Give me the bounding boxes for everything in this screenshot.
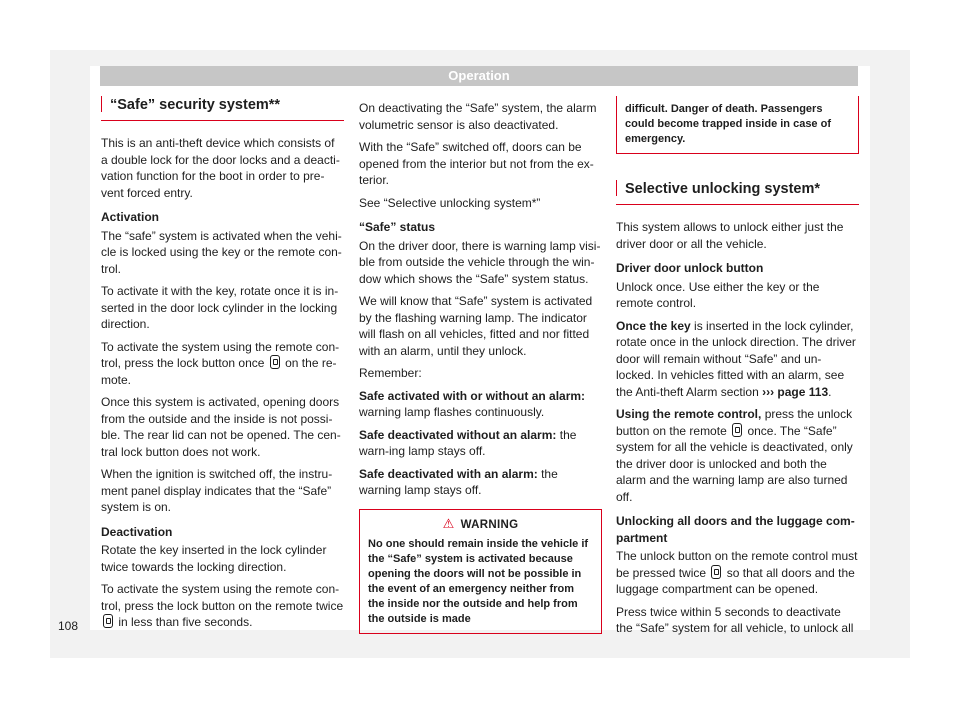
warning-continuation: difficult. Danger of death. Passengers could become trapped inside in case of emergency. <box>616 96 859 154</box>
chapter-header: Operation <box>100 66 858 86</box>
warning-title <box>360 510 601 538</box>
paragraph <box>359 427 602 460</box>
text: the warning lamp stays off. <box>359 466 558 497</box>
text: To activate the system using the remote con-trol, press the lock button once <box>101 339 340 370</box>
bold-text: Using the remote control, <box>616 407 762 421</box>
section-heading-safe <box>101 96 344 121</box>
column-1 <box>101 96 344 637</box>
intro-paragraph: This is an anti-theft device which consists of a double lock for the door locks and a deacti-vation function for the boot in order to pre-vent forced entry. <box>101 136 340 200</box>
paragraph: Once the key is inserted in the lock cylinder, rotate once in the unlock direction. The driver door will remain without “Safe” and un-locked. In vehicles fitted with an alarm, see the Anti-theft Alarm section ››› page 113. <box>616 318 856 399</box>
heading-text: Selective unlocking system* <box>625 181 821 197</box>
intro-paragraph: This system allows to unlock either just the driver door or all the vehicle. <box>616 220 844 251</box>
text: warning lamp flashes continuously. <box>359 405 545 419</box>
warning-text: No one should remain inside the vehicle if the “Safe” system is activated because opening the doors will not be possible in the event of an emergency neither from the inside nor the outside and help from the outside is made <box>368 538 589 625</box>
text: on the re-mote. <box>101 356 337 387</box>
paragraph: On deactivating the “Safe” system, the alarm volumetric sensor is also deactivated. <box>359 101 597 132</box>
text: in less than five seconds. <box>118 615 253 629</box>
paragraph: Remember: <box>359 366 422 380</box>
bold-text: Safe deactivated without an alarm: <box>359 427 557 442</box>
paragraph: On the driver door, there is warning lamp visi-ble from outside the vehicle through the win-dow which shows the “Safe” system status. <box>359 238 601 286</box>
bold-text: Once the key <box>616 318 691 333</box>
paragraph: With the “Safe” switched off, doors can be opened from the interior but not from the ex-terior. <box>359 140 594 187</box>
activation-subheading: Activation <box>101 210 160 224</box>
paragraph <box>101 581 344 631</box>
column-3 <box>616 96 859 643</box>
paragraph: Once this system is activated, opening doors from the outside and the inside is not possi-ble. The rear lid can not be opened. The cen-tral lock button does not work. <box>101 395 341 459</box>
deactivation-subheading: Deactivation <box>101 524 173 539</box>
text: once. The “Safe” system for all the vehicle is deactivated, only the driver door is unlocked and both the alarm and the warning lamp are also turned off. <box>616 423 853 504</box>
page-number: 108 <box>58 619 79 633</box>
paragraph: To activate it with the key, rotate once it is in-serted in the door lock cylinder in the locking direction. <box>101 284 339 331</box>
paragraph: Press twice within 5 seconds to deactivate the “Safe” system for all vehicle, to unlock all <box>616 604 854 635</box>
lock-key-icon <box>103 614 113 628</box>
text: To activate the system using the remote con-trol, press the lock button on the remote twice <box>101 582 344 613</box>
text: the warn-ing lamp stays off. <box>359 427 577 458</box>
paragraph <box>616 406 859 505</box>
section-heading-selective <box>616 180 859 205</box>
lock-key-icon <box>270 355 280 369</box>
paragraph: When the ignition is switched off, the instru-ment panel display indicates that the “Safe” system is on. <box>101 467 333 514</box>
warning-triangle-icon: ⚠ <box>442 515 455 531</box>
paragraph <box>359 466 602 499</box>
text: is inserted in the lock cylinder, rotate once in the unlock direction. The driver door will remain without “Safe” and un-locked. In vehicles fitted with an alarm, see the Anti-theft Alarm section <box>616 318 856 399</box>
unlock-key-icon <box>732 423 742 437</box>
paragraph: We will know that “Safe” system is activated by the flashing warning lamp. The indicator will flash on all vehicles, fitted and nor fitted with an alarm, until they unlock. <box>359 294 593 358</box>
paragraph: Unlock once. Use either the key or the remote control. <box>616 279 820 310</box>
text: The unlock button on the remote control must be pressed twice <box>616 549 858 580</box>
unlock-key-icon <box>711 565 721 579</box>
heading-accent <box>616 180 617 196</box>
driver-subheading: Driver door unlock button <box>616 261 764 275</box>
paragraph: See “Selective unlocking system*” <box>359 195 541 210</box>
heading-accent <box>101 96 102 112</box>
paragraph <box>359 388 602 421</box>
warning-box <box>359 509 602 635</box>
paragraph: Rotate the key inserted in the lock cylinder twice towards the locking direction. <box>101 543 327 574</box>
paragraph <box>101 339 344 389</box>
all-doors-subheading: Unlocking all doors and the luggage com-partment <box>616 514 855 545</box>
bold-text: Safe deactivated with an alarm: <box>359 466 538 481</box>
warning-label: WARNING <box>460 518 519 531</box>
text: so that all doors and the luggage compartment can be opened. <box>616 565 855 596</box>
status-subheading: “Safe” status <box>359 220 436 234</box>
heading-text: “Safe” security system** <box>110 97 281 113</box>
page-reference-link[interactable]: ››› page 113 <box>762 384 829 399</box>
bold-text: Safe activated with or without an alarm: <box>359 388 586 403</box>
column-2 <box>359 100 602 634</box>
text: press the unlock button on the remote <box>616 407 853 438</box>
paragraph <box>616 548 859 598</box>
paragraph: The “safe” system is activated when the vehi-cle is locked using the key or the remote con-trol. <box>101 228 342 276</box>
